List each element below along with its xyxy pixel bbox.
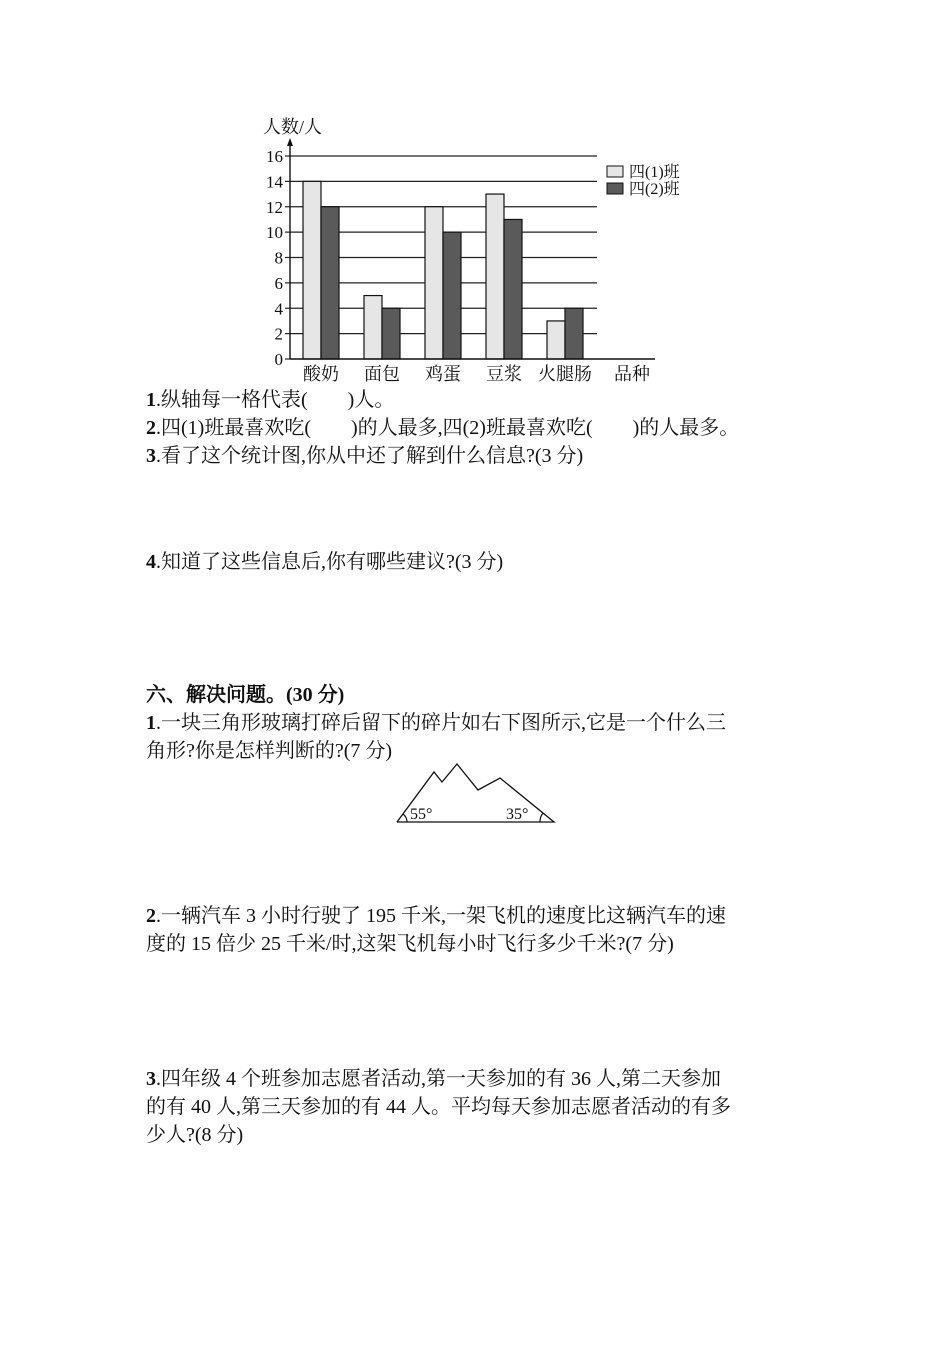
question-number: 4 [146, 551, 156, 573]
legend-label: 四(1)班 [629, 164, 680, 181]
right-angle-arc [540, 813, 543, 822]
bar [425, 207, 443, 359]
y-tick-label: 6 [274, 273, 283, 293]
problem-6-1-line2: 角形?你是怎样判断的?(7 分) [146, 740, 393, 762]
question-5-1 [146, 387, 394, 413]
left-angle-arc [403, 814, 407, 822]
chart-bars [303, 181, 583, 359]
problem-6-3-line1 [146, 1066, 721, 1092]
problem-number: 2 [146, 905, 156, 927]
problem-6-1-line1 [146, 710, 726, 736]
y-axis-arrow [287, 138, 293, 146]
question-text: .纵轴每一格代表( )人。 [156, 389, 395, 411]
problem-text: .一辆汽车 3 小时行驶了 195 千米,一架飞机的速度比这辆汽车的速 [156, 905, 726, 927]
problem-6-2-line1 [146, 903, 726, 929]
bar [303, 181, 321, 359]
problem-number: 3 [146, 1068, 156, 1090]
broken-triangle-figure [390, 760, 560, 826]
bar [443, 232, 461, 359]
problem-6-3-line3: 少人?(8 分) [146, 1124, 244, 1146]
problem-6-2-line2: 度的 15 倍少 25 千米/时,这架飞机每小时飞行多少千米?(7 分) [146, 933, 674, 955]
problem-text: .一块三角形玻璃打碎后留下的碎片如右下图所示,它是一个什么三 [156, 712, 726, 734]
y-tick-label: 16 [266, 147, 283, 166]
angle-label-35: 35° [506, 806, 529, 823]
legend-swatch [607, 183, 623, 194]
y-tick-label: 0 [274, 350, 283, 369]
problem-6-3-line2: 的有 40 人,第三天参加的有 44 人。平均每天参加志愿者活动的有多 [146, 1096, 731, 1118]
x-category-label: 豆浆 [486, 364, 522, 384]
bar [565, 308, 583, 359]
question-number: 3 [146, 445, 156, 467]
bar [364, 296, 382, 359]
angle-label-55: 55° [410, 806, 433, 823]
x-category-label: 面包 [364, 364, 400, 384]
question-5-3 [146, 443, 583, 469]
chart-category-labels [303, 364, 592, 384]
x-category-label: 酸奶 [303, 364, 339, 384]
bar-chart [0, 0, 952, 400]
question-number: 2 [146, 417, 156, 439]
x-category-label: 鸡蛋 [425, 364, 461, 384]
chart-ticks [266, 147, 290, 369]
legend-label: 四(2)班 [629, 181, 680, 198]
x-axis-label: 品种 [614, 364, 650, 384]
question-5-2 [146, 415, 739, 441]
question-5-4 [146, 549, 503, 575]
bar [547, 321, 565, 359]
chart-axes [287, 138, 655, 359]
problem-text: .四年级 4 个班参加志愿者活动,第一天参加的有 36 人,第二天参加 [156, 1068, 721, 1090]
chart-legend [607, 163, 680, 198]
bar [504, 219, 522, 359]
question-number: 1 [146, 389, 156, 411]
bar [321, 207, 339, 359]
y-tick-label: 2 [274, 324, 283, 344]
question-text: .看了这个统计图,你从中还了解到什么信息?(3 分) [156, 445, 584, 467]
problem-number: 1 [146, 712, 156, 734]
question-text: .知道了这些信息后,你有哪些建议?(3 分) [156, 551, 504, 573]
y-tick-label: 14 [266, 172, 283, 192]
question-text: .四(1)班最喜欢吃( )的人最多,四(2)班最喜欢吃( )的人最多。 [156, 417, 740, 439]
y-axis-label: 人数/人 [263, 117, 323, 137]
y-tick-label: 10 [266, 223, 283, 243]
y-tick-label: 4 [274, 299, 283, 319]
y-tick-label: 12 [266, 197, 283, 217]
bar [486, 194, 504, 359]
y-tick-label: 8 [274, 248, 283, 268]
bar [382, 308, 400, 359]
x-category-label: 火腿肠 [538, 364, 592, 384]
legend-swatch [607, 166, 623, 177]
section-6-heading: 六、解决问题。(30 分) [146, 684, 345, 706]
